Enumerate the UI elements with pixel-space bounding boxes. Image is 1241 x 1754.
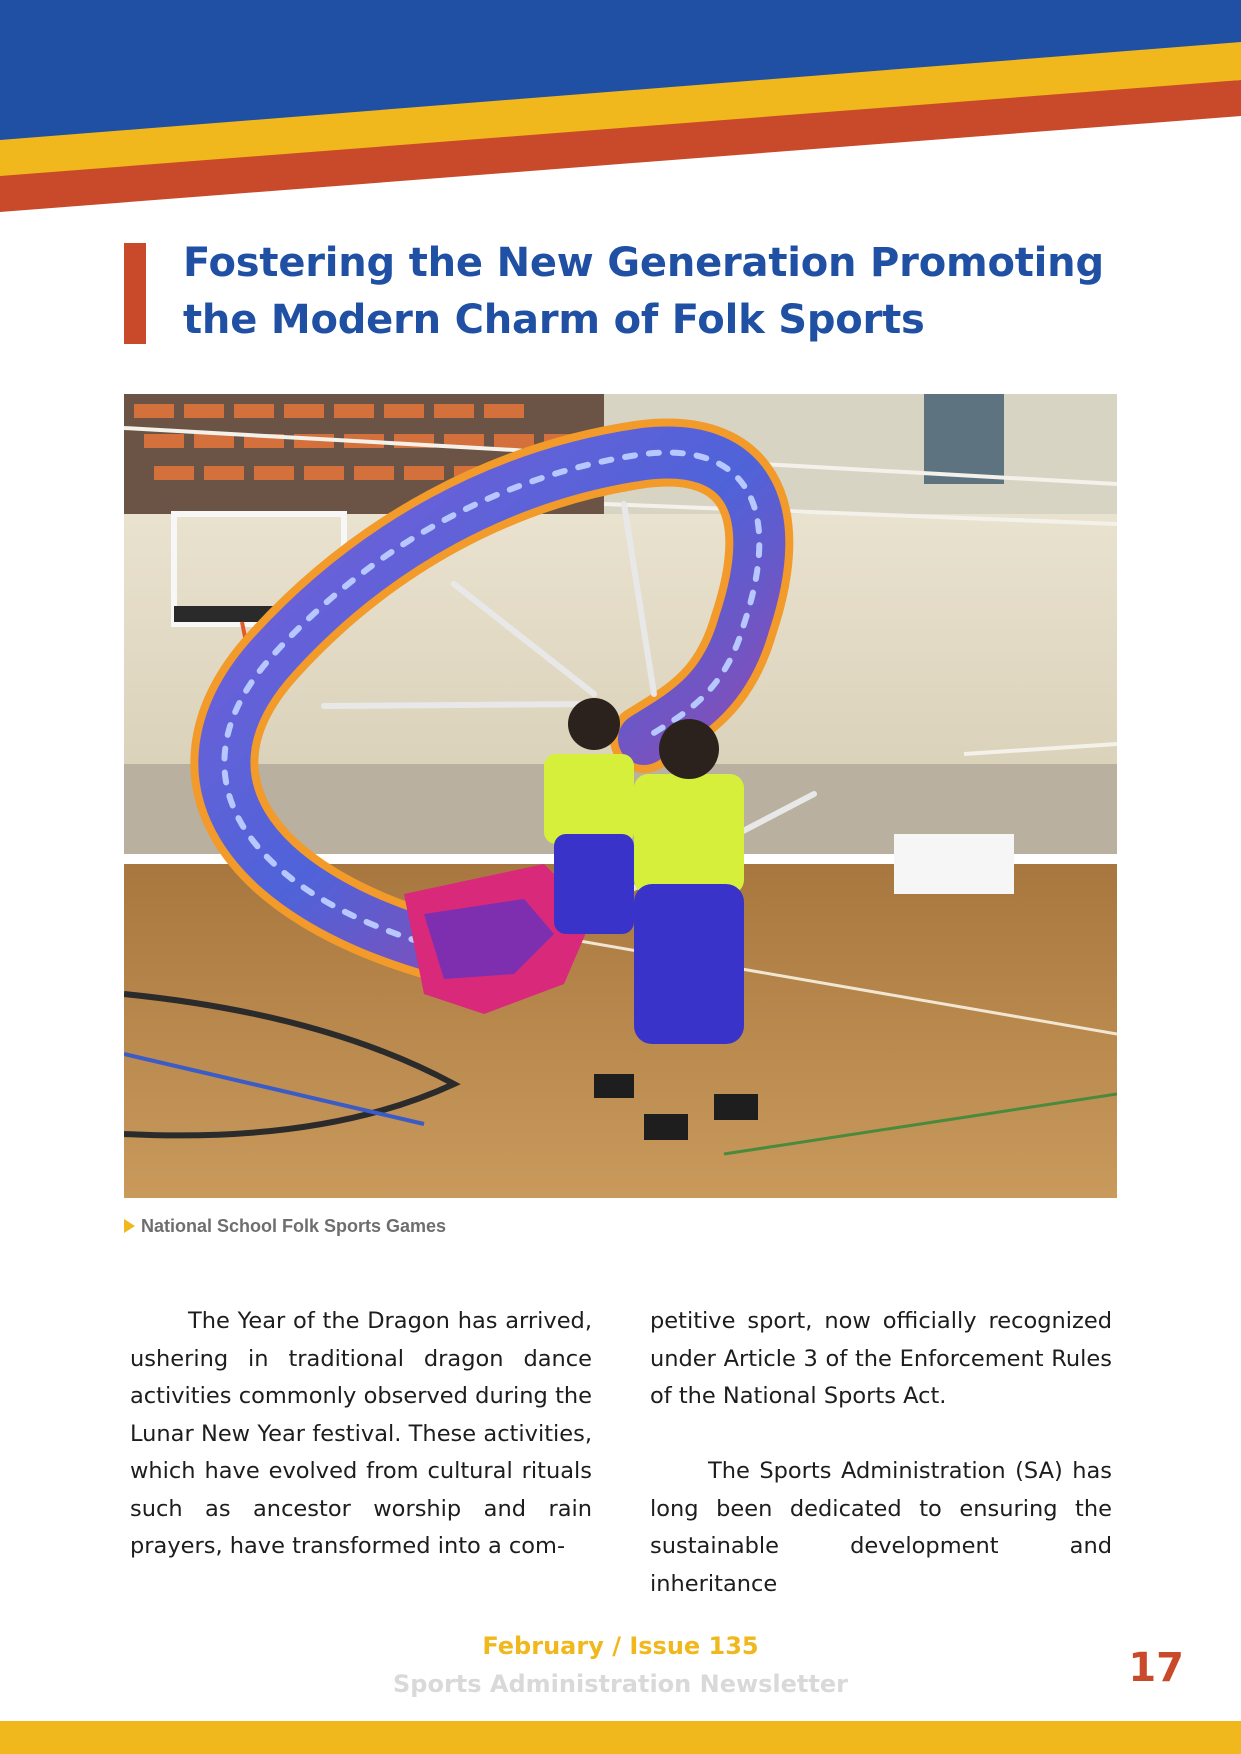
footer-newsletter-name: Sports Administration Newsletter: [392, 1670, 848, 1698]
body-paragraph: The Year of the Dragon has arrived, ushering in traditional dragon dance activities commonly observed during the Lunar New Year festival. These activities, which have evolved from cultural rituals such as ancestor worship and rain prayers, have transformed into a com-: [130, 1308, 592, 1559]
body-paragraph: The Sports Administration (SA) has long been dedicated to ensuring the sustainable development and inheritance: [650, 1458, 1112, 1597]
dragon-dance-photo: [124, 394, 1117, 1198]
body-paragraph: petitive sport, now officially recognized under Article 3 of the Enforcement Rules of the National Sports Act.: [650, 1308, 1112, 1409]
page-number: 17: [1128, 1645, 1184, 1691]
title-accent-bar: [124, 243, 146, 344]
photo-illustration: [124, 394, 1117, 1198]
footer-band: [0, 1721, 1241, 1754]
caption-triangle-icon: [124, 1219, 135, 1233]
body-column-right: [650, 1303, 1112, 1603]
footer-issue: February / Issue 135: [482, 1632, 759, 1660]
article-title: Fostering the New Generation Promoting the Modern Charm of Folk Sports: [183, 240, 1104, 343]
body-column-left: [130, 1303, 592, 1566]
caption-text: National School Folk Sports Games: [141, 1215, 447, 1236]
photo-caption: [124, 1214, 446, 1238]
header-banner: [0, 0, 1241, 220]
